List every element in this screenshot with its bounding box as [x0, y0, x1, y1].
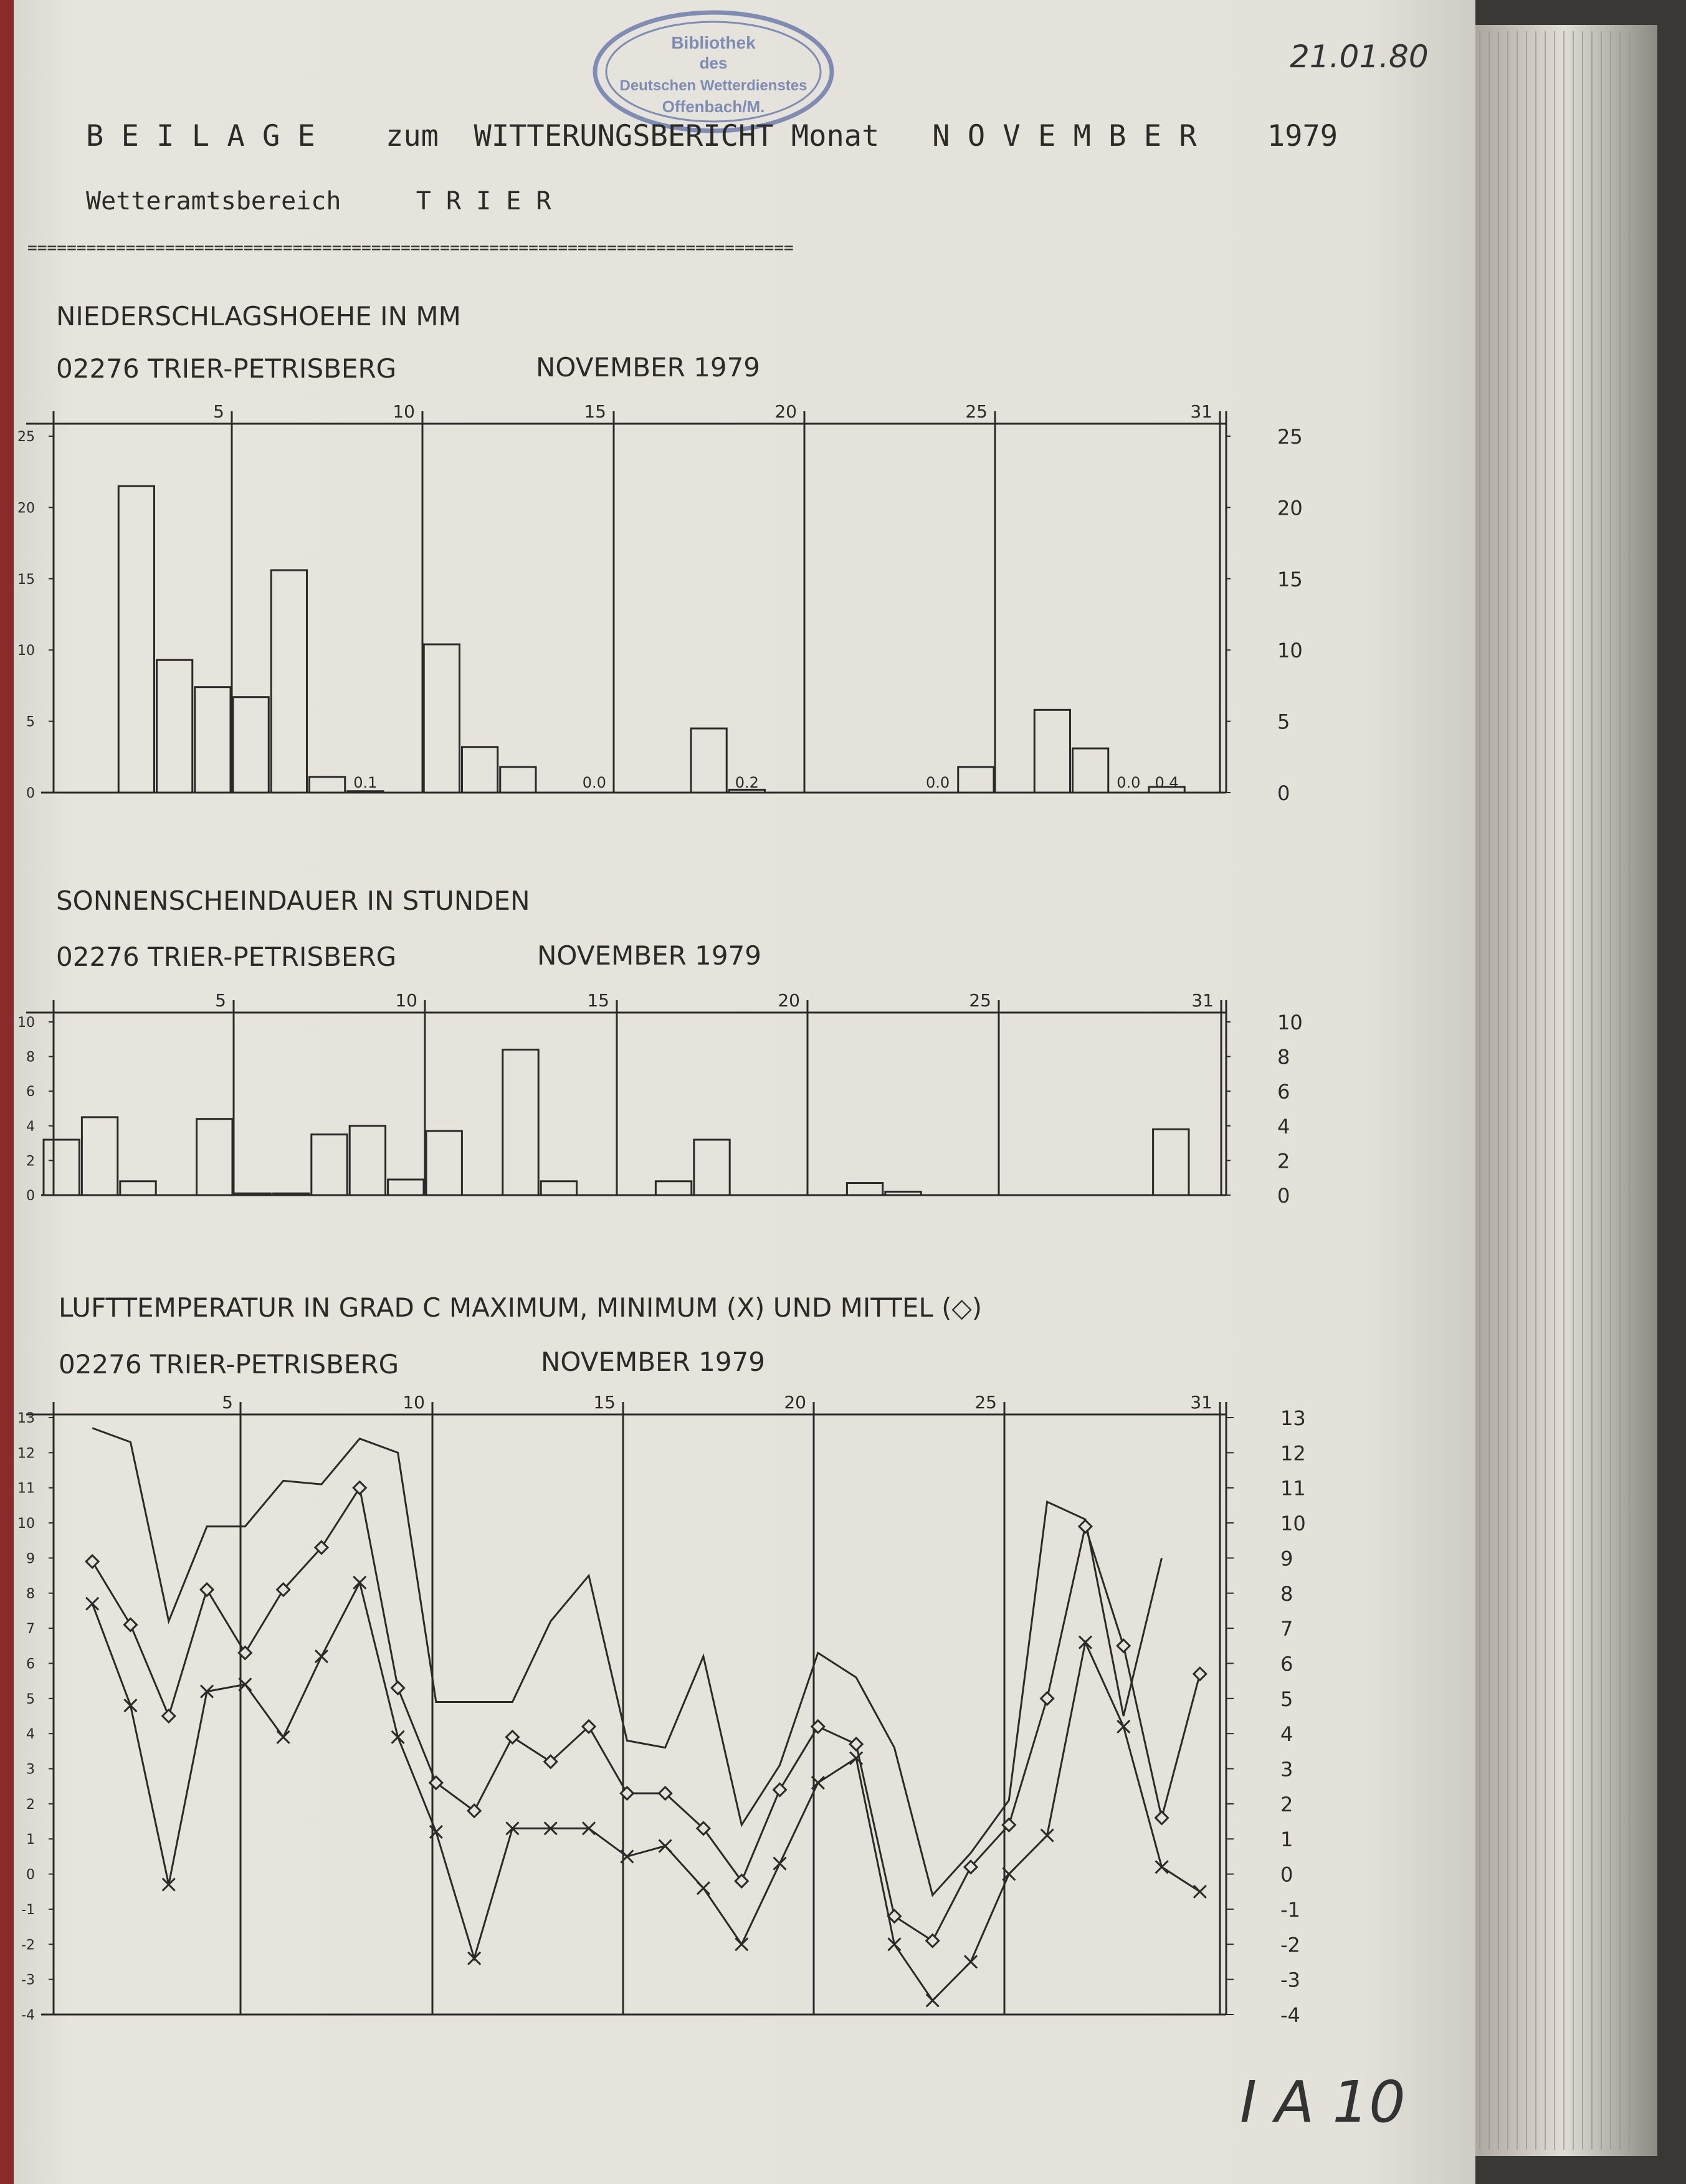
y-tick-label-right: 1 [1280, 1828, 1293, 1852]
day-tick-label-25: 25 [974, 1392, 997, 1413]
y-tick-label-left: -3 [21, 1972, 35, 1988]
y-tick-label-left: 7 [26, 1621, 35, 1638]
day-tick-label-15: 15 [587, 990, 609, 1011]
y-tick-label-left: -1 [21, 1902, 35, 1918]
day-tick-label-25: 25 [965, 401, 988, 422]
sunshine-period: NOVEMBER 1979 [537, 940, 762, 971]
y-tick-label-left: 10 [17, 1516, 35, 1532]
bar-day-6 [235, 1193, 270, 1195]
y-tick-label-left: -4 [21, 2008, 35, 2023]
handwritten-date: 21.01.80 [1290, 39, 1429, 75]
handwritten-shelf-mark: I A 10 [1240, 2069, 1406, 2135]
temp-title: LUFTTEMPERATUR IN GRAD C MAXIMUM, MINIMUM (X) UND MITTEL (◇) [59, 1292, 983, 1323]
y-tick-label-right: 2 [1277, 1149, 1290, 1173]
y-tick-label-left: 6 [26, 1656, 35, 1672]
y-tick-label-right: 9 [1280, 1547, 1293, 1571]
y-tick-label-left: 5 [26, 714, 35, 730]
y-tick-label-right: 8 [1280, 1581, 1293, 1606]
y-tick-label-left: 10 [17, 1015, 35, 1031]
precip-title: NIEDERSCHLAGSHOEHE IN MM [56, 301, 461, 331]
bar-label-day-24: 0.0 [926, 774, 950, 791]
day-tick-label-31: 31 [1191, 990, 1214, 1011]
y-tick-label-left: 10 [17, 643, 35, 659]
precip-station: 02276 TRIER-PETRISBERG [56, 353, 397, 384]
y-tick-label-left: 4 [26, 1727, 35, 1743]
y-tick-label-right: 5 [1277, 710, 1290, 734]
y-tick-label-left: 0 [26, 786, 35, 801]
day-tick-label-25: 25 [969, 990, 991, 1011]
bar-label-day-19: 0.2 [735, 774, 759, 791]
y-tick-label-right: 5 [1280, 1687, 1293, 1711]
y-tick-label-left: 25 [17, 429, 35, 445]
y-tick-label-right: 8 [1277, 1045, 1290, 1069]
y-tick-label-right: 4 [1277, 1114, 1290, 1138]
bar-label-day-9: 0.1 [353, 774, 378, 791]
y-tick-label-right: 4 [1280, 1722, 1293, 1747]
y-tick-label-right: 2 [1280, 1792, 1293, 1816]
bar-label-day-30: 0.4 [1155, 774, 1179, 791]
temp-period: NOVEMBER 1979 [541, 1347, 766, 1377]
y-tick-label-right: 15 [1277, 567, 1303, 591]
y-tick-label-left: 6 [26, 1084, 35, 1100]
svg-text:des: des [699, 54, 728, 72]
y-tick-label-right: 0 [1280, 1862, 1293, 1887]
y-tick-label-right: 10 [1280, 1512, 1306, 1536]
y-tick-label-left: 0 [26, 1188, 35, 1204]
y-tick-label-right: 10 [1277, 639, 1303, 663]
y-tick-label-left: 2 [26, 1796, 35, 1813]
day-tick-label-5: 5 [215, 990, 226, 1011]
y-tick-label-left: 13 [17, 1411, 35, 1426]
y-tick-label-right: 13 [1280, 1406, 1306, 1430]
y-tick-label-left: 3 [26, 1762, 35, 1778]
y-tick-label-right: 10 [1277, 1011, 1303, 1034]
day-tick-label-15: 15 [593, 1392, 616, 1413]
header-separator: ============================================================================== [27, 239, 794, 257]
bar-day-7 [273, 1193, 308, 1195]
y-tick-label-right: -4 [1280, 2003, 1300, 2027]
header-line-1: B E I L A G E zum WITTERUNGSBERICHT Monat N O V E M B E R 1979 [86, 119, 1338, 153]
y-tick-label-right: 6 [1280, 1652, 1293, 1676]
day-tick-label-20: 20 [774, 401, 797, 422]
y-tick-label-right: -1 [1280, 1897, 1300, 1922]
y-tick-label-right: 12 [1280, 1441, 1306, 1466]
sunshine-title: SONNENSCHEINDAUER IN STUNDEN [56, 885, 530, 916]
y-tick-label-right: 20 [1277, 496, 1303, 520]
y-tick-label-left: 12 [17, 1446, 35, 1462]
day-tick-label-31: 31 [1190, 1392, 1212, 1413]
y-tick-label-left: 2 [26, 1153, 35, 1170]
y-tick-label-right: 6 [1277, 1080, 1290, 1104]
y-tick-label-left: 4 [26, 1118, 35, 1135]
day-tick-label-10: 10 [402, 1392, 425, 1413]
y-tick-label-left: 20 [17, 500, 35, 517]
y-tick-label-right: 0 [1277, 1184, 1290, 1208]
y-tick-label-left: 0 [26, 1867, 35, 1883]
day-tick-label-5: 5 [222, 1392, 233, 1413]
day-tick-label-10: 10 [395, 990, 417, 1011]
y-tick-label-left: 5 [26, 1691, 35, 1707]
bar-label-day-15: 0.0 [582, 774, 606, 791]
svg-text:Offenbach/M.: Offenbach/M. [662, 97, 765, 116]
y-tick-label-left: 9 [26, 1551, 35, 1567]
y-tick-label-left: 8 [26, 1586, 35, 1602]
day-tick-label-5: 5 [213, 401, 224, 422]
y-tick-label-right: 7 [1280, 1617, 1293, 1641]
svg-text:Bibliothek: Bibliothek [671, 33, 756, 52]
y-tick-label-right: 0 [1277, 781, 1290, 805]
svg-text:Deutschen Wetterdienstes: Deutschen Wetterdienstes [619, 77, 807, 94]
day-tick-label-15: 15 [584, 401, 606, 422]
day-tick-label-31: 31 [1190, 401, 1212, 422]
binding-strip [0, 0, 14, 2184]
y-tick-label-right: -3 [1280, 1968, 1300, 1992]
day-tick-label-20: 20 [778, 990, 800, 1011]
header-line-2: Wetteramtsbereich T R I E R [86, 187, 551, 216]
day-tick-label-10: 10 [393, 401, 415, 422]
y-tick-label-left: 8 [26, 1049, 35, 1066]
y-tick-label-right: 11 [1280, 1476, 1306, 1500]
y-tick-label-left: -2 [21, 1937, 35, 1953]
day-tick-label-20: 20 [784, 1392, 806, 1413]
y-tick-label-right: 3 [1280, 1757, 1293, 1781]
y-tick-label-left: 11 [17, 1481, 35, 1497]
y-tick-label-right: 25 [1277, 425, 1303, 449]
y-tick-label-left: 15 [17, 571, 35, 588]
bar-label-day-29: 0.0 [1117, 774, 1141, 791]
precip-period: NOVEMBER 1979 [536, 352, 761, 383]
bar-day-9 [348, 791, 383, 793]
y-tick-label-right: -2 [1280, 1933, 1300, 1957]
temp-station: 02276 TRIER-PETRISBERG [59, 1349, 399, 1380]
y-tick-label-left: 1 [26, 1832, 35, 1848]
sunshine-station: 02276 TRIER-PETRISBERG [56, 942, 397, 972]
